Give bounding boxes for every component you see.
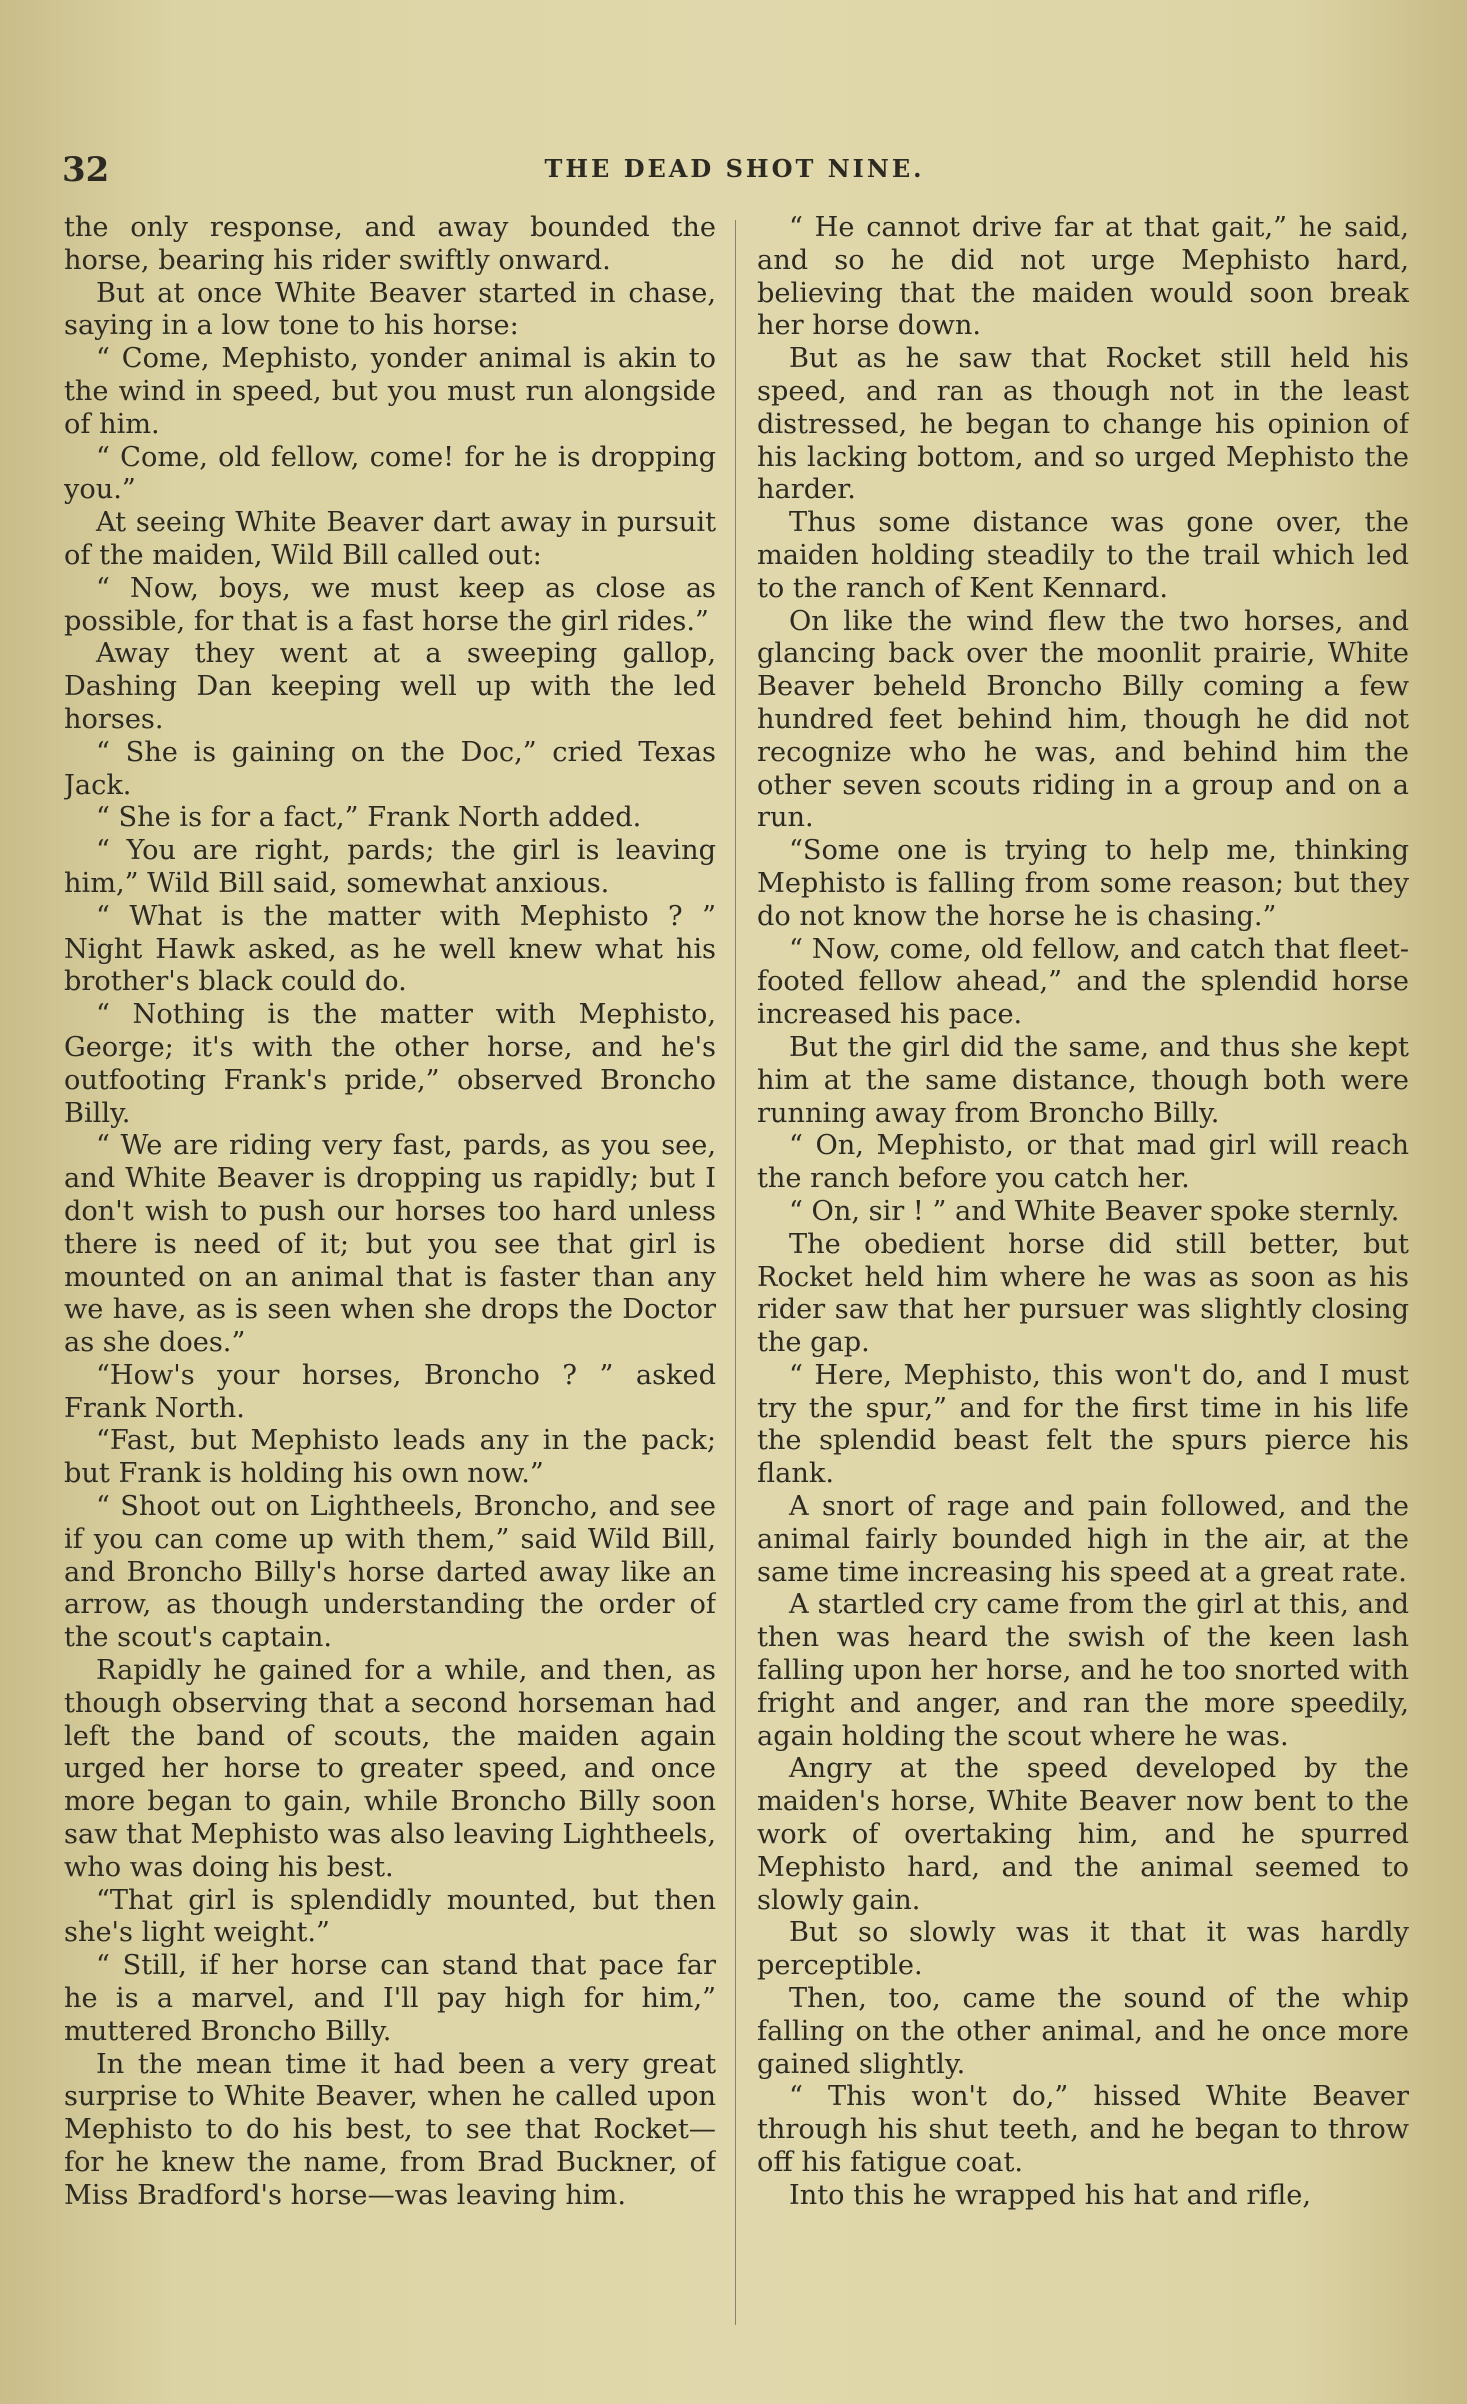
paragraph: “ Here, Mephisto, this won't do, and I must try the spur,” and for the first time in his life the splendid beast felt the spurs pierce his flank.: [757, 1359, 1409, 1490]
column-divider: [735, 220, 736, 2325]
running-title: THE DEAD SHOT NINE.: [544, 154, 925, 183]
paragraph: The obedient horse did still better, but Rocket held him where he was as soon as his rider saw that her pursuer was slightly closing the gap.: [757, 1228, 1409, 1359]
paragraph: “Some one is trying to help me, thinking Mephisto is falling from some reason; but they do not know the horse he is chasing.”: [757, 835, 1409, 932]
paragraph: Thus some distance was gone over, the maiden holding steadily to the trail which led to the ranch of Kent Kennard.: [757, 507, 1409, 604]
paragraph: “ This won't do,” hissed White Beaver through his shut teeth, and he began to throw off his fatigue coat.: [757, 2081, 1409, 2179]
paragraph: Into this he wrapped his hat and rifle,: [789, 2179, 1311, 2211]
paragraph: At seeing White Beaver dart away in pursuit of the maiden, Wild Bill called out:: [64, 507, 716, 571]
paragraph: But as he saw that Rocket still held his speed, and ran as though not in the least distressed, he began to change his opinion of his lacking bottom, and so urged Mephisto the harder.: [757, 343, 1409, 506]
paragraph: “ He cannot drive far at that gait,” he said, and so he did not urge Mephisto hard, believing that the maiden would soon break her horse down.: [757, 212, 1409, 342]
paragraph: But the girl did the same, and thus she kept him at the same distance, though both were running away from Broncho Billy.: [757, 1031, 1409, 1129]
paragraph: “ Nothing is the matter with Mephisto, George; it's with the other horse, and he's outfooting Frank's pride,” observed Broncho Billy.: [64, 999, 716, 1129]
paragraph: “ Come, Mephisto, yonder animal is akin to the wind in speed, but you must run alongside of him.: [64, 343, 716, 440]
paragraph: “ What is the matter with Mephisto ? ” Night Hawk asked, as he well knew what his brother's black could do.: [64, 900, 716, 998]
paragraph: Then, too, came the sound of the whip falling on the other animal, and he once more gained slightly.: [757, 1983, 1409, 2080]
paragraph: But at once White Beaver started in chase, saying in a low tone to his horse:: [64, 277, 716, 342]
paragraph: “ On, Mephisto, or that mad girl will reach the ranch before you catch her.: [757, 1130, 1409, 1195]
paragraph: In the mean time it had been a very great surprise to White Beaver, when he called upon Mephisto to do his best, to see that Rocket—for he knew the name, from Brad Buckner, of Miss Bradford's horse—was leaving him.: [64, 2048, 716, 2211]
page-number: 32: [62, 150, 110, 190]
paragraph: “ She is gaining on the Doc,” cried Texas Jack.: [64, 736, 716, 801]
paragraph: Away they went at a sweeping gallop, Dashing Dan keeping well up with the led horses.: [64, 638, 716, 735]
page-header: [62, 150, 1407, 190]
paragraph: “ You are right, pards; the girl is leaving him,” Wild Bill said, somewhat anxious.: [64, 835, 716, 899]
paragraph: Angry at the speed developed by the maiden's horse, White Beaver now bent to the work of overtaking him, and he spurred Mephisto hard, and the animal seemed to slowly gain.: [757, 1753, 1409, 1916]
paragraph: “ Now, boys, we must keep as close as possible, for that is a fast horse the girl rides.”: [64, 572, 716, 637]
paragraph: “How's your horses, Broncho ? ” asked Frank North.: [64, 1359, 716, 1424]
left-text-column: [64, 212, 716, 2362]
paragraph: “ On, sir ! ” and White Beaver spoke sternly.: [789, 1195, 1400, 1227]
paragraph: “ Still, if her horse can stand that pace far he is a marvel, and I'll pay high for him,” muttered Broncho Billy.: [64, 1950, 716, 2047]
paragraph: Rapidly he gained for a while, and then, as though observing that a second horseman had left the band of scouts, the maiden again urged her horse to greater speed, and once more began to gain, while Broncho Billy soon saw that Mephisto was also leaving Lightheels, who was doing his best.: [64, 1655, 716, 1883]
paragraph: “Fast, but Mephisto leads any in the pack; but Frank is holding his own now.”: [64, 1425, 716, 1490]
paragraph: “ Now, come, old fellow, and catch that fleet-footed fellow ahead,” and the splendid horse increased his pace.: [757, 933, 1409, 1031]
right-text-column: [757, 212, 1409, 2362]
paragraph: A startled cry came from the girl at this, and then was heard the swish of the keen lash falling upon her horse, and he too snorted with fright and anger, and ran the more speedily, again holding the scout where he was.: [757, 1589, 1409, 1752]
paragraph: “ We are riding very fast, pards, as you see, and White Beaver is dropping us rapidly; but I don't wish to push our horses too hard unless there is need of it; but you see that girl is mounted on an animal that is faster than any we have, as is seen when she drops the Doctor as she does.”: [64, 1130, 716, 1359]
paragraph: “ She is for a fact,” Frank North added.: [96, 802, 642, 834]
paragraph: But so slowly was it that it was hardly perceptible.: [757, 1917, 1409, 1982]
paragraph: “ Shoot out on Lightheels, Broncho, and see if you can come up with them,” said Wild Bill, and Broncho Billy's horse darted away like an arrow, as though understanding the order of the scout's captain.: [64, 1491, 716, 1654]
paragraph: “That girl is splendidly mounted, but then she's light weight.”: [64, 1884, 716, 1949]
paragraph: “ Come, old fellow, come! for he is dropping you.”: [64, 441, 716, 506]
paragraph: On like the wind flew the two horses, and glancing back over the moonlit prairie, White Beaver beheld Broncho Billy coming a few hundred feet behind him, though he did not recognize who he was, and behind him the other seven scouts riding in a group and on a run.: [757, 605, 1409, 834]
paragraph: A snort of rage and pain followed, and the animal fairly bounded high in the air, at the same time increasing his speed at a great rate.: [757, 1491, 1409, 1588]
paragraph: the only response, and away bounded the horse, bearing his rider swiftly onward.: [64, 212, 716, 276]
